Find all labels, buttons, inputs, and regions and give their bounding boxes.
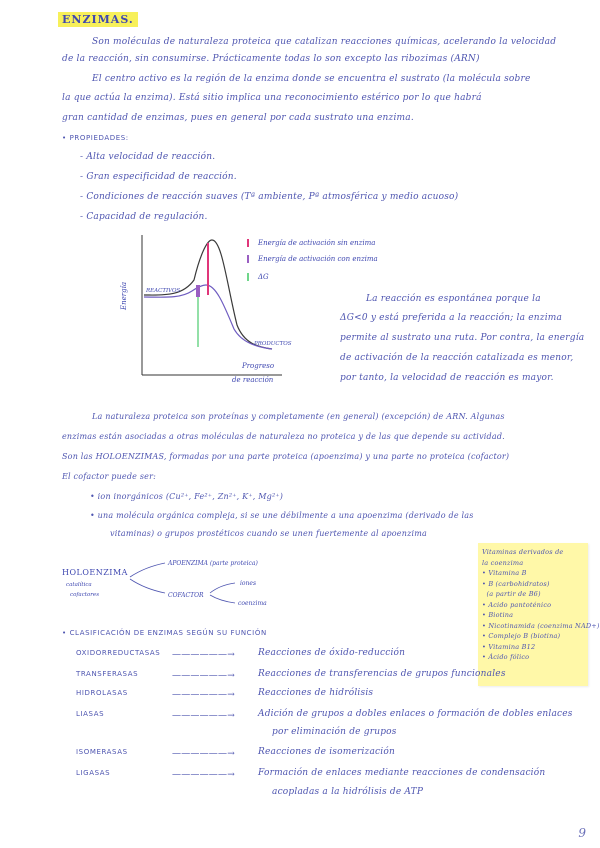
class-name: TRANSFERASAS [76,670,139,678]
branch-line [130,579,165,593]
sticky-item: • B (carbohidratos) [482,579,550,588]
holoenzyme-sub-2: cofactores [70,592,100,598]
class-name: LIASAS [76,710,105,718]
class-desc: Reacciones de transferencias de grupos funcionales [258,669,506,679]
class-arrow: ——————→ [172,671,235,681]
class-desc: Reacciones de óxido-reducción [258,648,406,658]
chart-note-3: permite al sustrato una ruta. Por contra, la energía [340,333,585,343]
cofactor-line-4: El cofactor puede ser: [62,472,157,481]
class-arrow: ——————→ [172,650,235,660]
class-arrow: ——————→ [172,711,235,721]
class-desc: Reacciones de hidrólisis [258,688,374,698]
sticky-item: • Biotina [482,611,514,619]
branch-line [210,595,235,603]
holoenzyme-root: HOLOENZIMA [62,568,128,577]
reactants-label: REACTIVOS [146,288,181,294]
cofactor-line-3: Son las HOLOENZIMAS, formadas por una parte proteica (apoenzima) y una parte no proteica (cofactor) [62,452,510,461]
property-item: - Capacidad de regulación. [80,212,208,222]
y-axis-label: Energía [120,282,128,310]
x-axis-label-2: de reacción [232,376,274,384]
x-axis-label-1: Progreso [242,362,275,370]
class-name: LIGASAS [76,769,111,777]
holoenzyme-tree [60,555,300,610]
energy-diagram [112,225,592,390]
chart-note-1: La reacción es espontánea porque la [366,294,541,304]
apoenzyme-label: APOENZIMA (parte proteica) [168,560,258,567]
class-arrow: ——————→ [172,690,235,700]
cofactor-ions: iones [240,580,257,587]
intro-line-3: El centro activo es la región de la enzima donde se encuentra el sustrato (la molécula sobre [92,74,531,84]
property-item: - Condiciones de reacción suaves (Tª ambiente, Pª atmosférica y medio acuoso) [80,192,459,202]
legend-label: ΔG [258,273,269,281]
sticky-note [478,543,600,686]
properties-heading: • PROPIEDADES: [62,134,129,142]
property-item: - Alta velocidad de reacción. [80,152,216,162]
branch-line [130,563,165,577]
class-desc-cont: acopladas a la hidrólisis de ATP [272,787,424,797]
property-item: - Gran especificidad de reacción. [80,172,237,182]
class-desc: Formación de enlaces mediante reacciones de condensación [258,768,546,778]
sticky-item: • Ácido fólico [482,653,530,661]
sticky-item: • Vitamina B [482,569,527,577]
intro-line-5: gran cantidad de enzimas, pues en general por cada sustrato una enzima. [62,113,414,123]
cofactor-bullet-1: • ion inorgánicos (Cu²⁺, Fe²⁺, Zn²⁺, K⁺, Mg²⁺) [90,492,284,501]
page-number: 9 [578,826,586,840]
legend-label: Energía de activación con enzima [258,255,378,263]
chart-note-2: ΔG<0 y está preferida a la reacción; la enzima [340,313,563,323]
sticky-item: • Nicotinamida (coenzima NAD+) [482,621,600,630]
products-label: PRODUCTOS [254,341,292,347]
holoenzyme-sub-1: catalítica [66,582,92,588]
class-name: HIDROLASAS [76,689,128,697]
sticky-item: (a partir de B6) [486,590,541,598]
sticky-item: • Acido pantoténico [482,600,552,609]
intro-line-4: la que actúa la enzima). Está sitio implica una reconocimiento estérico por lo que habrá [62,93,482,103]
class-name: OXIDORREDUCTASAS [76,649,161,657]
intro-line-1: Son moléculas de naturaleza proteica que catalizan reacciones químicas, acelerando la velocidad [92,37,557,47]
sticky-heading: la coenzima [482,558,524,567]
class-arrow: ——————→ [172,770,235,780]
page-title: ENZIMAS. [58,12,138,27]
class-name: ISOMERASAS [76,748,128,756]
cofactor-label: COFACTOR [168,592,204,599]
chart-note-5: por tanto, la velocidad de reacción es mayor. [340,373,554,383]
intro-line-2: de la reacción, sin consumirse. Prácticamente todas lo son excepto las ribozimas (ARN) [62,54,480,64]
class-arrow: ——————→ [172,749,235,759]
class-desc: Reacciones de isomerización [258,747,395,757]
classification-heading: • CLASIFICACIÓN DE ENZIMAS SEGÚN SU FUNCIÓN [62,629,267,637]
class-desc-cont: por eliminación de grupos [272,727,397,737]
chart-note-4: de activación de la reacción catalizada es menor, [340,353,574,363]
cofactor-bullet-2b: vitaminas) o grupos prostéticos cuando se unen fuertemente al apoenzima [110,529,428,538]
cofactor-line-1: La naturaleza proteica son proteínas y completamente (en general) (excepción) de ARN. Algunas [92,412,505,421]
class-desc: Adición de grupos a dobles enlaces o formación de dobles enlaces [258,709,573,719]
sticky-item: • Vitamina B12 [482,642,536,651]
branch-line [210,583,235,593]
cofactor-bullet-2a: • una molécula orgánica compleja, si se une débilmente a una apoenzima (derivado de las [90,511,474,520]
cofactor-coenzyme: coenzima [238,600,267,607]
sticky-item: • Complejo B (biotina) [482,632,561,640]
sticky-heading: Vitaminas derivados de [482,548,564,556]
cofactor-line-2: enzimas están asociadas a otras moléculas de naturaleza no proteica y de las que depende su actividad. [62,432,505,441]
legend-label: Energía de activación sin enzima [258,239,376,247]
